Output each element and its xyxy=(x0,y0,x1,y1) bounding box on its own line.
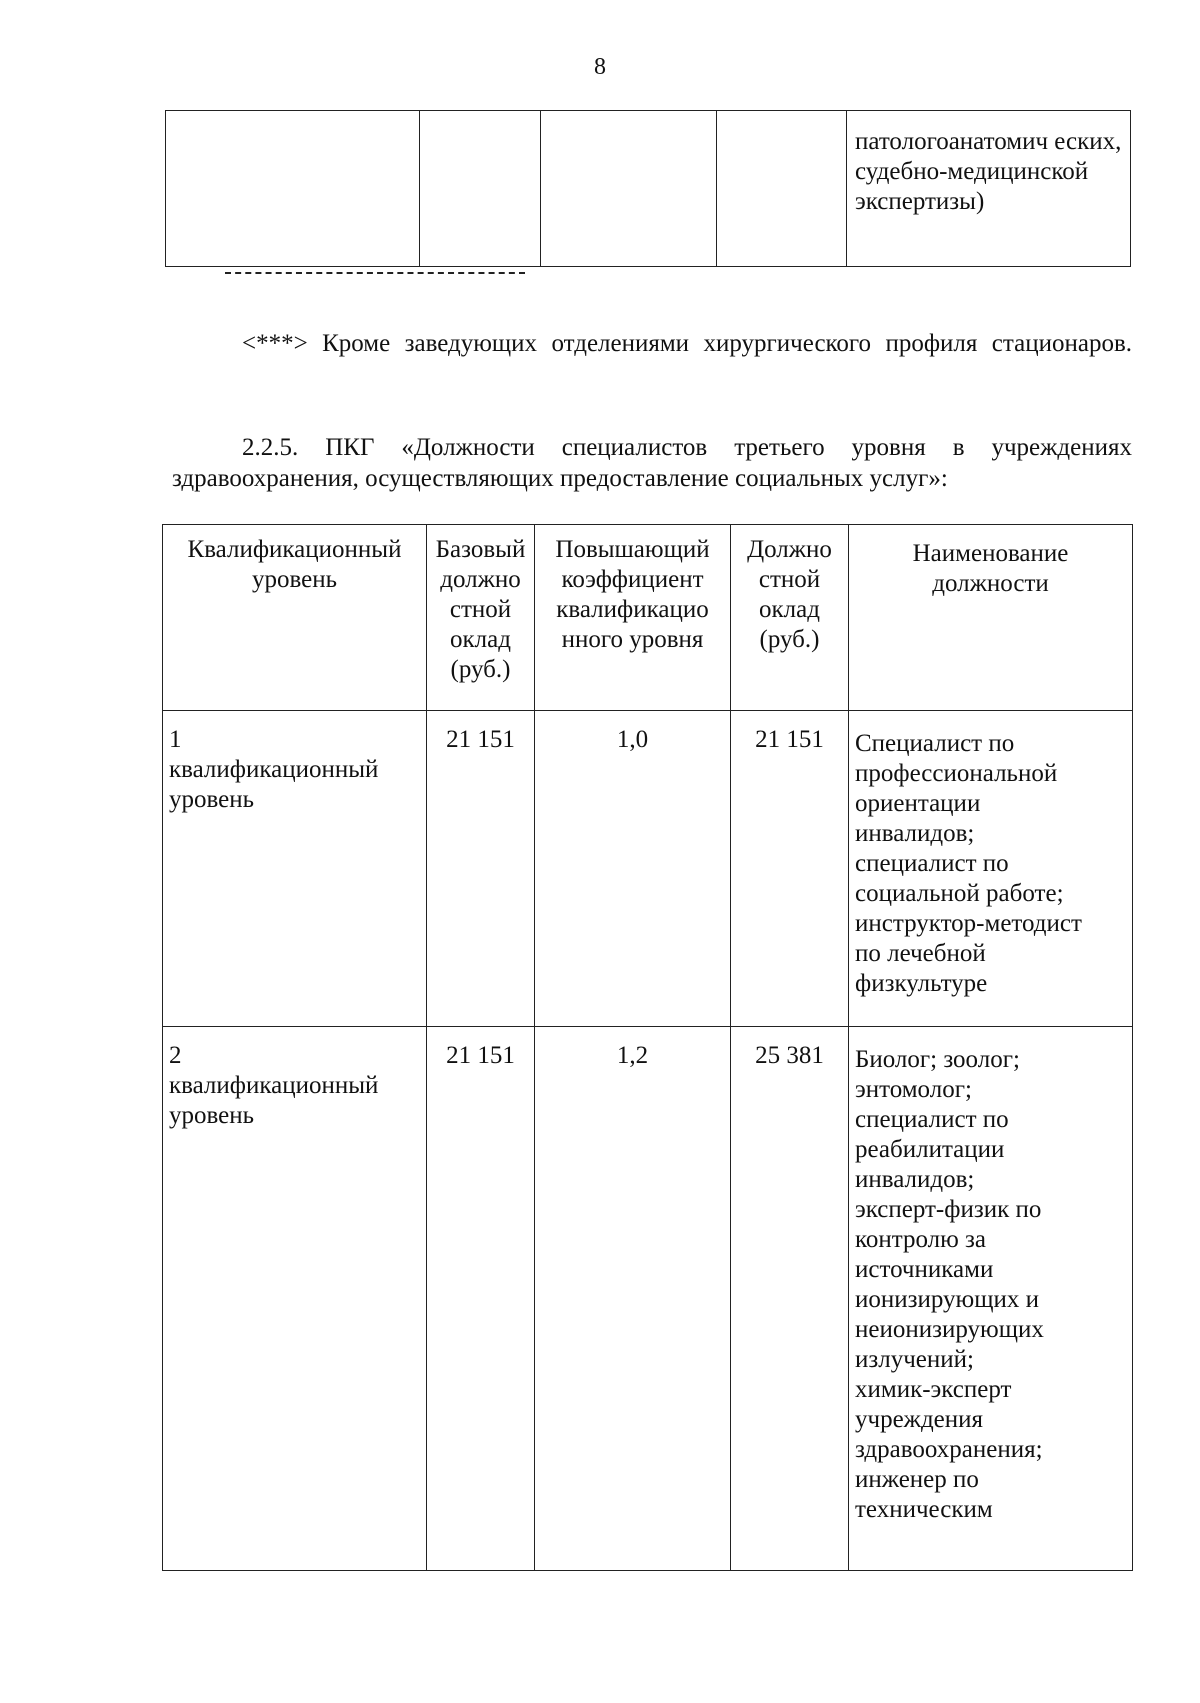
position-line: неионизирующих xyxy=(855,1316,1044,1343)
coefficient-cell: 1,0 xyxy=(535,711,731,1027)
level-label: квалификационный уровень xyxy=(169,1072,379,1129)
base-salary-cell: 21 151 xyxy=(427,711,535,1027)
header-level: Квалификационный уровень xyxy=(163,525,427,711)
salary-table xyxy=(162,524,1133,1571)
position-line: источниками xyxy=(855,1256,994,1283)
position-line: контролю за xyxy=(855,1226,987,1253)
positions-cell xyxy=(849,1027,1133,1571)
footnote-marker: <***> xyxy=(242,330,308,357)
position-line: техническим xyxy=(855,1496,993,1523)
positions-cell xyxy=(849,711,1133,1027)
position-line: эксперт-физик по xyxy=(855,1196,1042,1223)
position-line: физкультуре xyxy=(855,970,988,997)
level-number: 1 xyxy=(169,726,182,753)
position-line: Специалист по xyxy=(855,730,1015,757)
header-salary: Должно стной оклад (руб.) xyxy=(731,525,849,711)
position-line: по лечебной xyxy=(855,940,986,967)
salary-cell: 21 151 xyxy=(731,711,849,1027)
footnote-text: Кроме заведующих отделениями хирургического профиля стационаров. xyxy=(322,330,1132,357)
empty-cell xyxy=(717,111,847,267)
position-line: ионизирующих и xyxy=(855,1286,1039,1313)
position-line: Биолог; зоолог; xyxy=(855,1046,1020,1073)
section-heading-line-2: здравоохранения, осуществляющих предоставление социальных услуг»: xyxy=(172,465,948,492)
position-line: инструктор-методист xyxy=(855,910,1082,937)
footnote-separator xyxy=(225,272,525,274)
position-line: инженер по xyxy=(855,1466,979,1493)
previous-table-fragment xyxy=(165,110,1131,267)
position-line: учреждения xyxy=(855,1406,984,1433)
level-cell xyxy=(163,711,427,1027)
coefficient-cell: 1,2 xyxy=(535,1027,731,1571)
level-cell xyxy=(163,1027,427,1571)
empty-cell xyxy=(420,111,541,267)
footnote-line xyxy=(172,328,1132,359)
table-row xyxy=(163,711,1133,1027)
empty-cell xyxy=(541,111,717,267)
position-line: излучений; xyxy=(855,1346,974,1373)
salary-cell: 25 381 xyxy=(731,1027,849,1571)
level-number: 2 xyxy=(169,1042,182,1069)
position-line: энтомолог; xyxy=(855,1076,972,1103)
header-position: Наименование должности xyxy=(849,525,1133,711)
position-line: реабилитации xyxy=(855,1136,1005,1163)
position-line: инвалидов; xyxy=(855,820,975,847)
level-label: квалификационный уровень xyxy=(169,756,379,813)
position-line: специалист по xyxy=(855,850,1009,877)
empty-cell xyxy=(166,111,420,267)
table-header-row xyxy=(163,525,1133,711)
position-line: социальной работе; xyxy=(855,880,1064,907)
header-coefficient: Повышающий коэффициент квалификацио нного уровня xyxy=(535,525,731,711)
position-line: химик-эксперт xyxy=(855,1376,1012,1403)
header-base-salary: Базовый должно стной оклад (руб.) xyxy=(427,525,535,711)
position-line: профессиональной xyxy=(855,760,1058,787)
position-line: ориентации xyxy=(855,790,981,817)
position-line: здравоохранения; xyxy=(855,1436,1043,1463)
position-fragment: патологоанатомич еских, судебно-медицинской экспертизы) xyxy=(847,111,1131,267)
position-line: инвалидов; xyxy=(855,1166,975,1193)
page-number: 8 xyxy=(594,54,606,80)
section-heading-line-1: 2.2.5. ПКГ «Должности специалистов третьего уровня в учреждениях xyxy=(242,434,1132,461)
table-row xyxy=(163,1027,1133,1571)
position-line: специалист по xyxy=(855,1106,1009,1133)
base-salary-cell: 21 151 xyxy=(427,1027,535,1571)
